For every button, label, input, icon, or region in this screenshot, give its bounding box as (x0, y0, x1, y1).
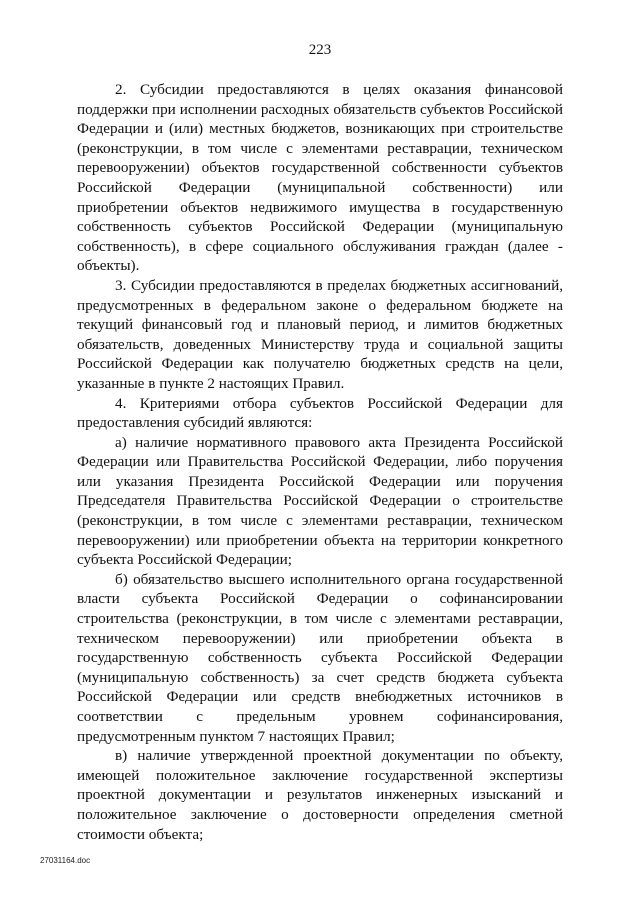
page-number: 223 (308, 42, 332, 58)
paragraph-3-budget-limits: 3. Субсидии предоставляются в пределах бюджетных ассигнований, предусмотренных в федеральном законе о федеральном бюджете на текущий финансовый год и плановый период, и лимитов бюджетных обязательств, доведенных Министерству труда и социальной защиты Российской Федерации как получателю бюджетных средств на цели, указанные в пункте 2 настоящих Правил. (77, 276, 563, 392)
footer-filename: 27031164.doc (40, 856, 91, 865)
document-body (77, 80, 563, 844)
criterion-a: а) наличие нормативного правового акта Президента Российской Федерации или Правительства Российской Федерации, либо поручения или указания Президента Российской Федерации или поручения Председателя Правительства Российской Федерации о строительстве (реконструкции, в том числе с элементами реставрации, техническом перевооружении) или приобретении объекта на территории конкретного субъекта Российской Федерации; (77, 433, 563, 569)
criterion-b: б) обязательство высшего исполнительного органа государственной власти субъекта Российской Федерации о софинансировании строительства (реконструкции, в том числе с элементами реставрации, техническом перевооружении) или приобретении объекта в государственную собственность субъекта Российской Федерации (муниципальную собственность) за счет средств бюджета субъекта Российской Федерации или средств внебюджетных источников в соответствии с предельным уровнем софинансирования, предусмотренным пунктом 7 настоящих Правил; (77, 570, 563, 745)
criterion-c: в) наличие утвержденной проектной документации по объекту, имеющей положительное заключение государственной экспертизы проектной документации и результатов инженерных изысканий и положительное заключение о достоверности определения сметной стоимости объекта; (77, 747, 563, 843)
paragraph-2-subsidies-purpose: 2. Субсидии предоставляются в целях оказания финансовой поддержки при исполнении расходных обязательств субъектов Российской Федерации и (или) местных бюджетов, возникающих при строительстве (реконструкции, в том числе с элементами реставрации, техническом перевооружении) объектов государственной собственности субъектов Российской Федерации (муниципальной собственности) или приобретении объектов недвижимого имущества в государственную собственность субъектов Российской Федерации (муниципальную собственность), в сфере социального обслуживания граждан (далее - объекты). (77, 81, 563, 275)
paragraph-4-selection-criteria: 4. Критериями отбора субъектов Российской Федерации для предоставления субсидий являются: (77, 394, 563, 432)
